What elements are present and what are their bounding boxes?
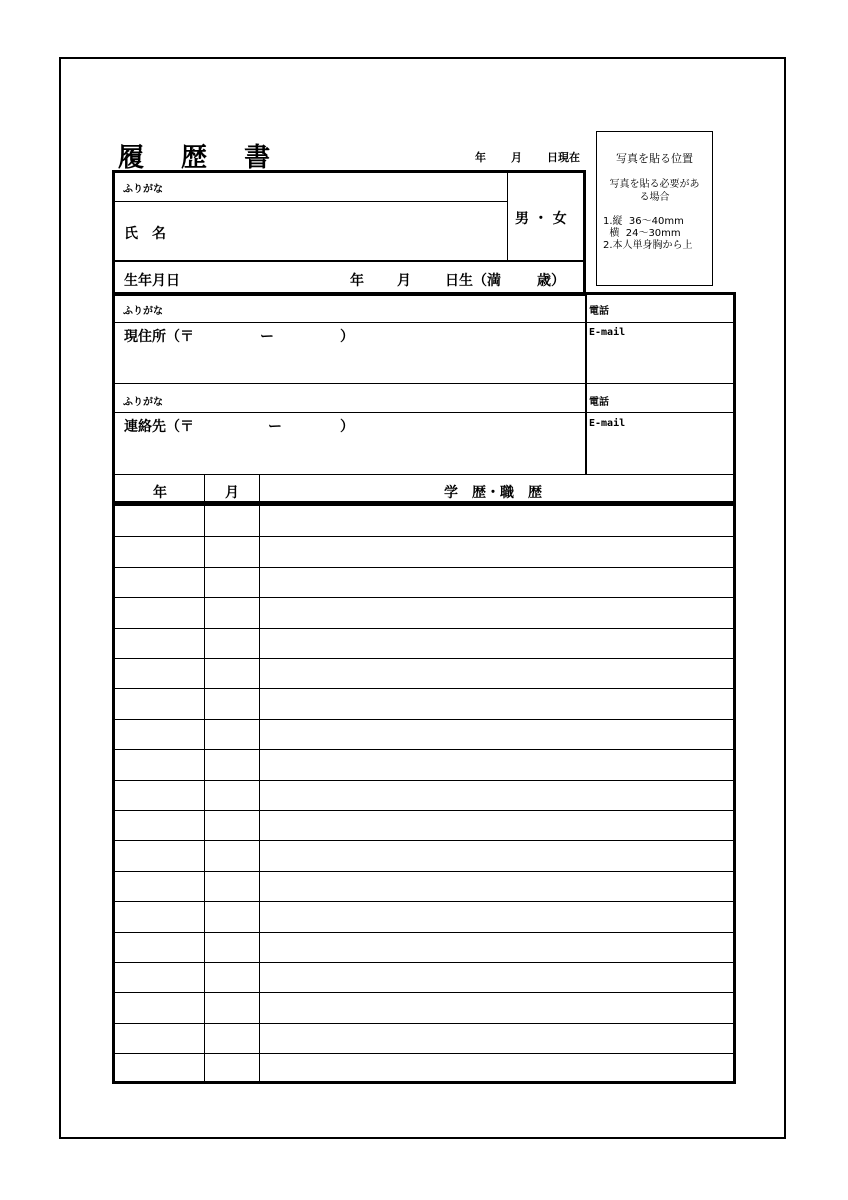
- history-detail-cell[interactable]: [260, 841, 734, 869]
- history-detail-cell[interactable]: [260, 811, 734, 839]
- photo-title: 写真を貼る位置: [616, 152, 693, 165]
- history-detail-cell[interactable]: [260, 598, 734, 626]
- contact-email-label: E-mail: [589, 418, 626, 429]
- history-detail-cell[interactable]: [260, 872, 734, 900]
- contact-postal-close: ）: [340, 419, 354, 435]
- address-label: 現住所（〒: [124, 329, 194, 345]
- history-detail-header: 学 歴・職 歴: [444, 485, 542, 501]
- history-year-cell[interactable]: [114, 720, 204, 748]
- history-detail-cell[interactable]: [260, 993, 734, 1021]
- photo-spec-height: 1.縦 36〜40mm: [603, 216, 684, 227]
- address-postal-close: ）: [340, 329, 354, 345]
- birth-day-label: 日生（満: [445, 273, 501, 289]
- history-header-divider: [114, 503, 734, 506]
- history-month-cell[interactable]: [205, 993, 259, 1021]
- history-month-cell[interactable]: [205, 537, 259, 565]
- history-year-cell[interactable]: [114, 811, 204, 839]
- date-as-of-label: 日現在: [547, 151, 580, 164]
- history-month-cell[interactable]: [205, 1024, 259, 1052]
- address-phone-label: 電話: [589, 306, 609, 317]
- history-detail-cell[interactable]: [260, 507, 734, 535]
- history-month-cell[interactable]: [205, 689, 259, 717]
- page-title: 履 歴 書: [118, 143, 285, 173]
- history-month-cell[interactable]: [205, 902, 259, 930]
- name-input[interactable]: [190, 204, 500, 258]
- photo-spec-upper-body: 2.本人単身胸から上: [603, 240, 693, 251]
- contact-furigana-label: ふりがな: [123, 397, 163, 408]
- history-month-cell[interactable]: [205, 598, 259, 626]
- history-year-cell[interactable]: [114, 598, 204, 626]
- history-year-cell[interactable]: [114, 1024, 204, 1052]
- address-furigana-label: ふりがな: [123, 306, 163, 317]
- history-detail-cell[interactable]: [260, 659, 734, 687]
- history-month-cell[interactable]: [205, 568, 259, 596]
- photo-spec: [603, 216, 708, 252]
- history-month-cell[interactable]: [205, 720, 259, 748]
- contact-label: 連絡先（〒: [124, 419, 194, 435]
- history-detail-cell[interactable]: [260, 963, 734, 991]
- history-detail-cell[interactable]: [260, 1024, 734, 1052]
- history-year-cell[interactable]: [114, 841, 204, 869]
- history-year-cell[interactable]: [114, 689, 204, 717]
- history-year-cell[interactable]: [114, 963, 204, 991]
- contact-input[interactable]: [114, 432, 584, 472]
- address-contact-section: [112, 292, 736, 504]
- name-furigana-input[interactable]: [160, 173, 500, 199]
- history-year-cell[interactable]: [114, 902, 204, 930]
- history-month-cell[interactable]: [205, 781, 259, 809]
- history-month-cell[interactable]: [205, 659, 259, 687]
- history-year-cell[interactable]: [114, 781, 204, 809]
- history-month-cell[interactable]: [205, 507, 259, 535]
- address-email-label: E-mail: [589, 327, 626, 338]
- history-detail-cell[interactable]: [260, 689, 734, 717]
- contact-postal-dash: ー: [268, 419, 282, 435]
- history-month-cell[interactable]: [205, 1054, 259, 1082]
- history-year-cell[interactable]: [114, 1054, 204, 1082]
- history-month-cell[interactable]: [205, 841, 259, 869]
- history-detail-cell[interactable]: [260, 781, 734, 809]
- photo-placeholder[interactable]: [596, 131, 713, 286]
- date-month-label: 月: [511, 151, 522, 164]
- history-year-cell[interactable]: [114, 750, 204, 778]
- history-detail-cell[interactable]: [260, 629, 734, 657]
- history-detail-cell[interactable]: [260, 933, 734, 961]
- history-detail-cell[interactable]: [260, 720, 734, 748]
- history-detail-cell[interactable]: [260, 750, 734, 778]
- history-detail-cell[interactable]: [260, 1054, 734, 1082]
- history-year-cell[interactable]: [114, 872, 204, 900]
- history-month-cell[interactable]: [205, 933, 259, 961]
- history-detail-cell[interactable]: [260, 537, 734, 565]
- history-year-cell[interactable]: [114, 629, 204, 657]
- history-month-cell[interactable]: [205, 963, 259, 991]
- history-detail-cell[interactable]: [260, 902, 734, 930]
- history-month-cell[interactable]: [205, 811, 259, 839]
- photo-spec-width: 横 24〜30mm: [603, 228, 681, 239]
- history-year-cell[interactable]: [114, 933, 204, 961]
- history-month-header: 月: [225, 485, 239, 501]
- history-year-cell[interactable]: [114, 507, 204, 535]
- address-input[interactable]: [114, 342, 584, 382]
- contact-phone-label: 電話: [589, 397, 609, 408]
- date-year-label: 年: [475, 151, 486, 164]
- history-year-cell[interactable]: [114, 659, 204, 687]
- history-year-cell[interactable]: [114, 537, 204, 565]
- history-detail-cell[interactable]: [260, 568, 734, 596]
- history-month-cell[interactable]: [205, 629, 259, 657]
- name-label: 氏 名: [124, 226, 166, 242]
- history-month-cell[interactable]: [205, 872, 259, 900]
- birth-age-label: 歳）: [537, 273, 565, 289]
- birthdate-label: 生年月日: [124, 273, 180, 289]
- history-month-cell[interactable]: [205, 750, 259, 778]
- history-year-cell[interactable]: [114, 993, 204, 1021]
- gender-options[interactable]: 男 ・ 女: [515, 211, 567, 227]
- photo-note: 写真を貼る必要がある場合: [609, 179, 700, 203]
- history-year-cell[interactable]: [114, 568, 204, 596]
- birth-month-label: 月: [397, 273, 411, 289]
- history-year-header: 年: [153, 485, 167, 501]
- address-postal-dash: ー: [260, 329, 274, 345]
- name-furigana-label: ふりがな: [123, 184, 163, 195]
- birth-year-label: 年: [350, 273, 364, 289]
